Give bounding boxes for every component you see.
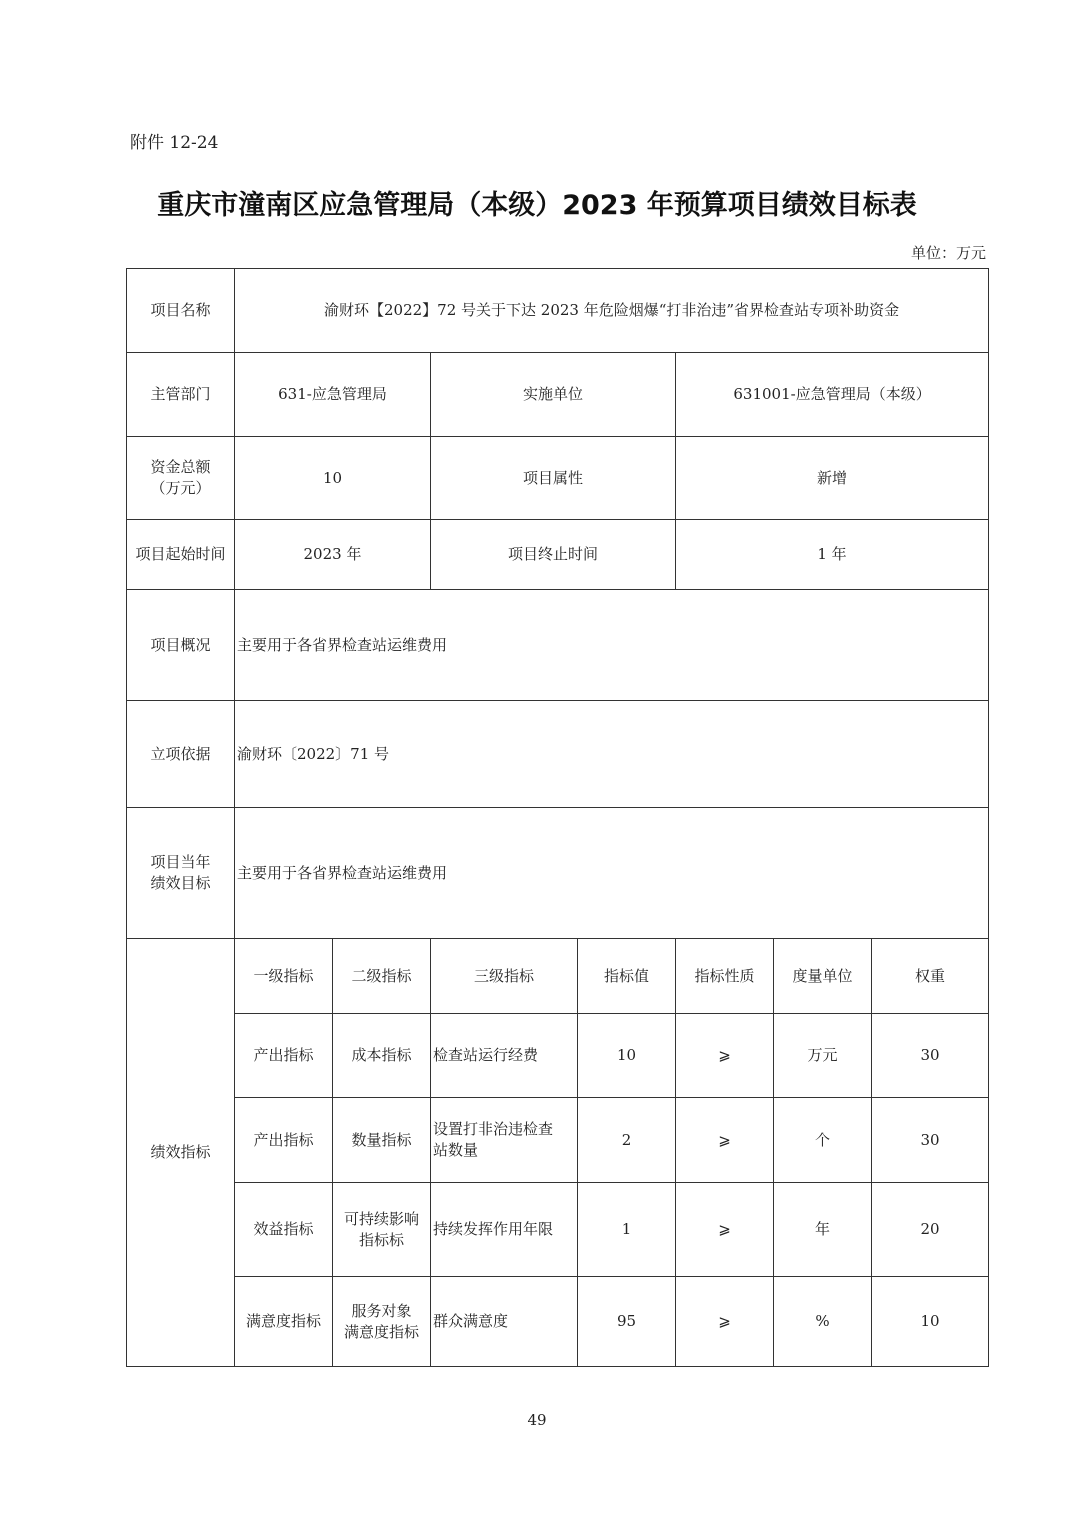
level2-line1: 可持续影响: [343, 1209, 419, 1228]
row-goal: [127, 808, 989, 939]
overview-value: 主要用于各省界检查站运维费用: [235, 590, 989, 701]
weight-cell: 30: [872, 1014, 989, 1098]
level3-cell: 群众满意度: [431, 1277, 578, 1367]
basis-label: 立项依据: [127, 701, 235, 808]
level2-line1: 服务对象: [351, 1301, 412, 1320]
unit-cell: 个: [774, 1098, 872, 1183]
nature-cell: ⩾: [676, 1277, 774, 1367]
value-cell: 2: [578, 1098, 676, 1183]
level3-cell: 检查站运行经费: [431, 1014, 578, 1098]
attachment-number: 附件 12-24: [130, 133, 219, 153]
perf-label: 绩效指标: [127, 939, 235, 1367]
level1-cell: 产出指标: [235, 1098, 333, 1183]
level1-cell: 满意度指标: [235, 1277, 333, 1367]
basis-value: 渝财环〔2022〕71 号: [235, 701, 989, 808]
indicator-row: [127, 1277, 989, 1367]
attr-label: 项目属性: [431, 437, 676, 520]
level2-cell: 数量指标: [333, 1098, 431, 1183]
unit-label: 单位：万元: [910, 244, 986, 262]
indicator-row: [127, 1183, 989, 1277]
level3-line1: 设置打非治违检查: [433, 1120, 554, 1138]
goal-value: 主要用于各省界检查站运维费用: [235, 808, 989, 939]
header-level1: 一级指标: [235, 939, 333, 1014]
header-level3: 三级指标: [431, 939, 578, 1014]
indicator-row: [127, 1098, 989, 1183]
end-value: 1 年: [676, 520, 989, 590]
start-value: 2023 年: [235, 520, 431, 590]
nature-cell: ⩾: [676, 1183, 774, 1277]
impl-label: 实施单位: [431, 353, 676, 437]
row-basis: [127, 701, 989, 808]
row-overview: [127, 590, 989, 701]
header-weight: 权重: [872, 939, 989, 1014]
level3-cell: 持续发挥作用年限: [431, 1183, 578, 1277]
goal-label-line1: 项目当年: [150, 853, 211, 871]
level3-line2: 站数量: [433, 1141, 479, 1159]
page-title: 重庆市潼南区应急管理局（本级）2023 年预算项目绩效目标表: [157, 190, 917, 221]
dept-value: 631-应急管理局: [235, 353, 431, 437]
level2-line2: 指标标: [358, 1230, 404, 1249]
header-value: 指标值: [578, 939, 676, 1014]
start-label: 项目起始时间: [127, 520, 235, 590]
unit-cell: 年: [774, 1183, 872, 1277]
unit-cell: %: [774, 1277, 872, 1367]
level2-line2: 满意度指标: [343, 1322, 419, 1341]
unit-cell: 万元: [774, 1014, 872, 1098]
row-fund: [127, 437, 989, 520]
performance-target-table: [126, 268, 989, 1367]
indicator-row: [127, 1014, 989, 1098]
fund-value: 10: [235, 437, 431, 520]
page-number: 49: [527, 1411, 547, 1429]
level1-cell: 产出指标: [235, 1014, 333, 1098]
weight-cell: 30: [872, 1098, 989, 1183]
overview-label: 项目概况: [127, 590, 235, 701]
fund-label: [127, 437, 235, 520]
end-label: 项目终止时间: [431, 520, 676, 590]
value-cell: 95: [578, 1277, 676, 1367]
goal-label-line2: 绩效目标: [150, 874, 211, 892]
header-level2: 二级指标: [333, 939, 431, 1014]
nature-cell: ⩾: [676, 1014, 774, 1098]
goal-label: [127, 808, 235, 939]
header-nature: 指标性质: [676, 939, 774, 1014]
dept-label: 主管部门: [127, 353, 235, 437]
level2-cell: [333, 1277, 431, 1367]
fund-label-line1: 资金总额: [150, 458, 211, 476]
header-unit: 度量单位: [774, 939, 872, 1014]
value-cell: 1: [578, 1183, 676, 1277]
weight-cell: 10: [872, 1277, 989, 1367]
fund-label-line2: （万元）: [150, 479, 211, 497]
level2-cell: [333, 1183, 431, 1277]
level1-cell: 效益指标: [235, 1183, 333, 1277]
indicator-header-row: [127, 939, 989, 1014]
nature-cell: ⩾: [676, 1098, 774, 1183]
level3-cell: [431, 1098, 578, 1183]
value-cell: 10: [578, 1014, 676, 1098]
row-time: [127, 520, 989, 590]
project-name-value: 渝财环【2022】72 号关于下达 2023 年危险烟爆“打非治违”省界检查站专项补助资金: [235, 269, 989, 353]
impl-value: 631001-应急管理局（本级）: [676, 353, 989, 437]
weight-cell: 20: [872, 1183, 989, 1277]
level2-cell: 成本指标: [333, 1014, 431, 1098]
project-name-label: 项目名称: [127, 269, 235, 353]
row-department: [127, 353, 989, 437]
attr-value: 新增: [676, 437, 989, 520]
row-project-name: [127, 269, 989, 353]
